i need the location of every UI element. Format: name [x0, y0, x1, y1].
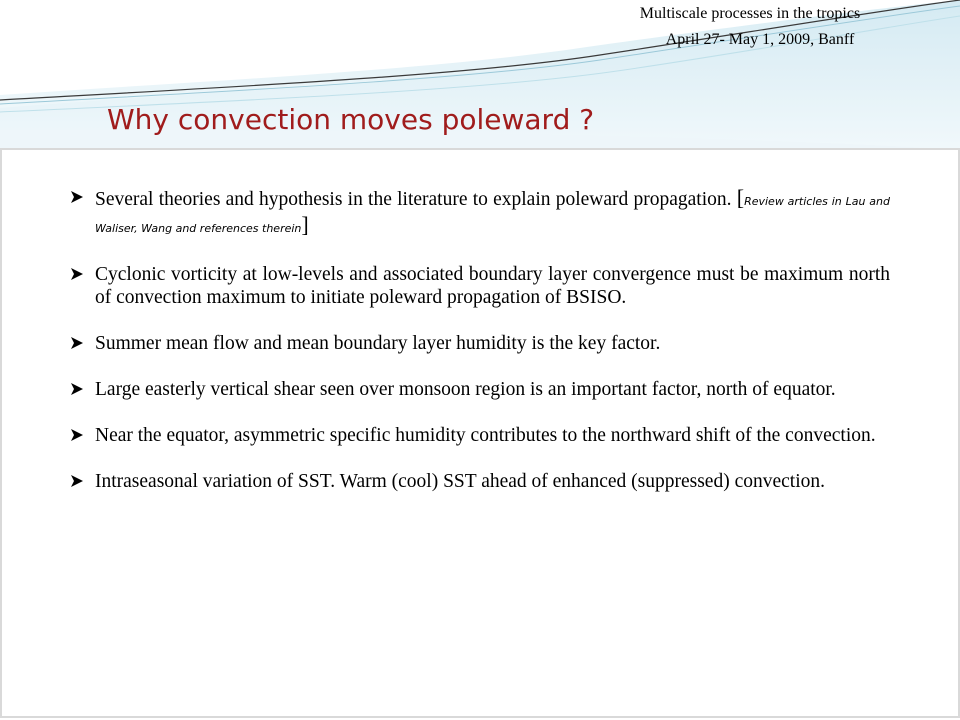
arrow-bullet-icon [70, 382, 84, 396]
bullet-item [70, 378, 890, 401]
arrow-bullet-icon [70, 474, 84, 488]
reference-text: Review articles in Lau and Waliser, Wang and references therein [95, 195, 890, 235]
arrow-bullet-icon [70, 190, 84, 204]
bullet-list [70, 186, 890, 516]
bullet-text: Near the equator, asymmetric specific humidity contributes to the northward shift of the convection. [95, 425, 876, 446]
bullet-item [70, 470, 890, 493]
bullet-item [70, 332, 890, 355]
bullet-text: Large easterly vertical shear seen over monsoon region is an important factor, north of equator. [95, 379, 836, 400]
bullet-text: Summer mean flow and mean boundary layer humidity is the key factor. [95, 333, 661, 354]
reference-bracket-close: ] [301, 212, 309, 237]
bullet-text: Intraseasonal variation of SST. Warm (cool) SST ahead of enhanced (suppressed) convection. [95, 471, 826, 492]
reference-bracket-open: [ [736, 185, 745, 210]
bullet-item [70, 263, 890, 309]
conference-date: April 27- May 1, 2009, Banff [665, 31, 855, 48]
bullet-item [70, 186, 890, 240]
bullet-item [70, 424, 890, 447]
arrow-bullet-icon [70, 267, 84, 281]
bullet-text: Cyclonic vorticity at low-levels and associated boundary layer convergence must be maximum north of convection maximum to initiate poleward propagation of BSISO. [95, 264, 890, 308]
arrow-bullet-icon [70, 428, 84, 442]
arrow-bullet-icon [70, 336, 84, 350]
slide-title: Why convection moves poleward ? [107, 103, 595, 136]
conference-title: Multiscale processes in the tropics [639, 5, 861, 22]
bullet-text: Several theories and hypothesis in the literature to explain poleward propagation. [95, 189, 732, 210]
